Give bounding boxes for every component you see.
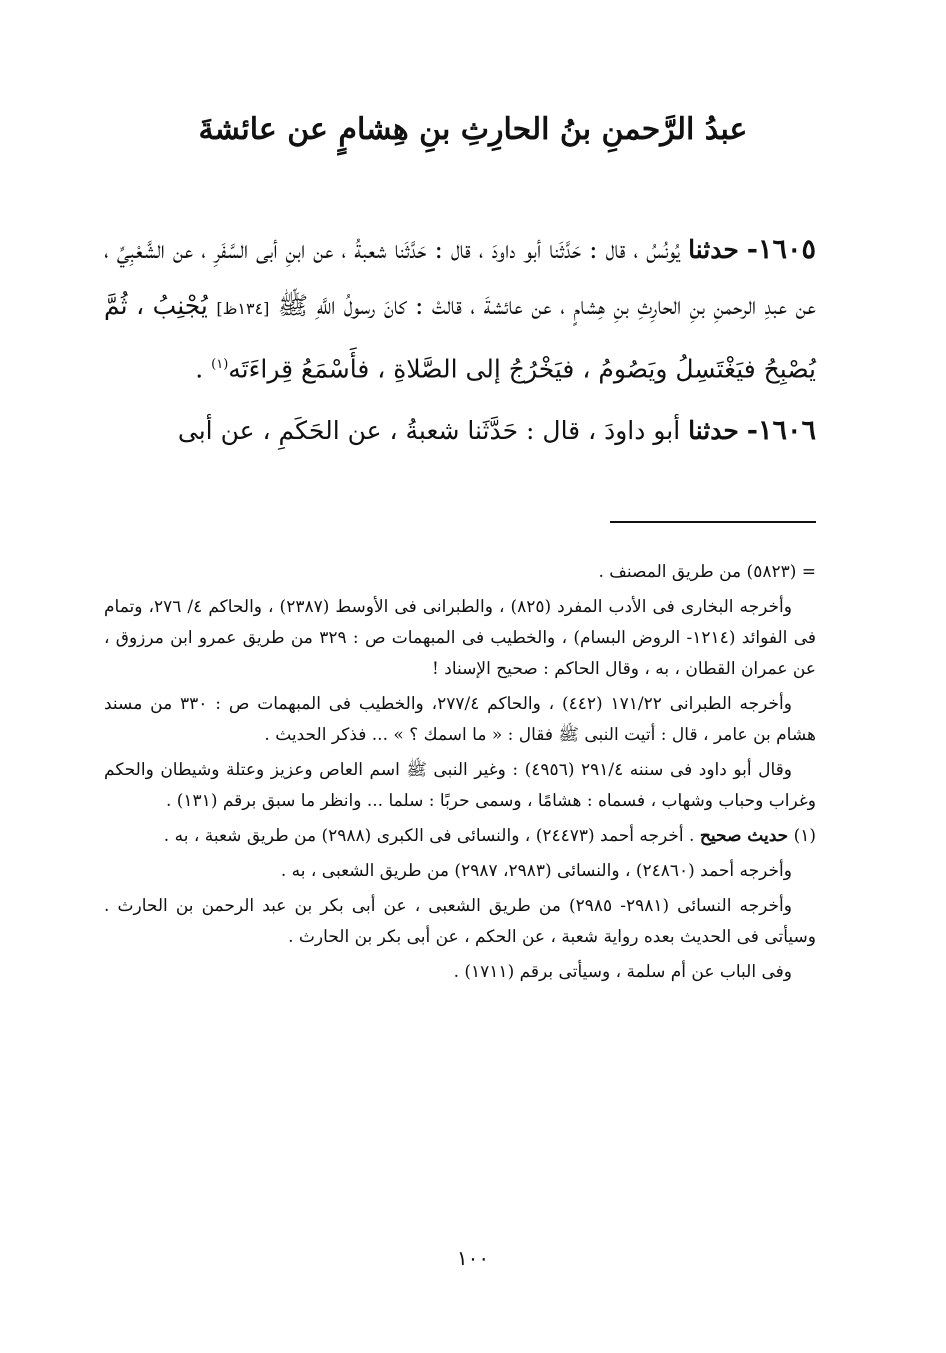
footnote-grade: حديث صحيح — [699, 826, 789, 846]
hadith-number: ١٦٠٥- — [746, 234, 817, 265]
footnote-text: . أخرجه أحمد (٢٤٤٧٣) ، والنسائى فى الكبرى (٢٩٨٨) من طريق شعبة ، به . — [163, 826, 695, 846]
chapter-title: عبدُ الرَّحمنِ بنُ الحارِثِ بنِ هِشامٍ عن عائشةَ — [198, 112, 748, 147]
manuscript-marker: [١٣٤ظ] — [216, 299, 270, 318]
note-paragraph: وأخرجه أحمد (٢٤٨٦٠) ، والنسائى (٢٩٨٣، ٢٩٨٧) من طريق الشعبى ، به . — [280, 861, 792, 881]
note-paragraph: وأخرجه النسائى (٢٩٨١- ٢٩٨٥) من طريق الشعبى ، عن أبى بكر بن عبد الرحمن بن الحارث . وسيأتى فى الحديث بعده رواية شعبة ، عن الحكم ، عن أبى بكر بن الحارث . — [104, 896, 816, 947]
footnote-divider — [610, 521, 816, 523]
note-paragraph: وفى الباب عن أم سلمة ، وسيأتى برقم (١٧١١) . — [453, 962, 792, 982]
note-paragraph: وأخرجه البخارى فى الأدب المفرد (٨٢٥) ، والطبرانى فى الأوسط (٢٣٨٧) ، والحاكم ٤/ ٢٧٦، وتمام فى الفوائد (١٢١٤- الروض البسام) ، والخطيب فى المبهمات ص : ٣٢٩ من طريق عمرو ابن مرزوق ، عن عمران القطان ، به ، وقال الحاكم : صحيح الإسناد ! — [104, 597, 817, 679]
footnotes — [104, 557, 816, 992]
hadith-text: أبو داودَ ، قال : حَدَّثَنا شعبةُ ، عن الحَكَمِ ، عن أبى — [177, 416, 681, 446]
main-text — [104, 222, 816, 465]
page-number: ١٠٠ — [456, 1246, 490, 1270]
hadith-end: . — [195, 354, 212, 384]
hadith-1606 — [104, 403, 816, 459]
footnote-ref: (١) — [211, 357, 229, 372]
footnote-1 — [104, 821, 816, 852]
note-paragraph: وأخرجه الطبرانى ١٧١/٢٢ (٤٤٢) ، والحاكم ٢٧٧/٤، والخطيب فى المبهمات ص : ٣٣٠ من مسند هشام بن عامر ، قال : أتيت النبى ﷺ فقال : « ما اسمك ؟ » ... فذكر الحديث . — [104, 694, 816, 745]
hadith-lead: حدثنا — [688, 416, 739, 446]
hadith-lead: حدثنا — [688, 235, 739, 264]
hadith-text: يُجْنِبُ ، ثُمَّ يُصْبِحُ فيَغْتَسِلُ ويَصُومُ ، فيَخْرُجُ إلى الصَّلاةِ ، فأَسْمَعُ قِراءَتَه — [104, 291, 816, 384]
note-paragraph: وقال أبو داود فى سننه ٢٩١/٤ (٤٩٥٦) : وغير النبى ﷺ اسم العاص وعزيز وعتلة وشيطان والحكم وغراب وحباب وشهاب ، فسماه : هشامًا ، وسمى حربًا : سلما ... وانظر ما سبق برقم (١٣١) . — [104, 760, 816, 811]
footnote-label: (١) — [793, 826, 816, 846]
hadith-number: ١٦٠٦- — [746, 415, 816, 447]
hadith-text: يُونُسُ ، قال : حَدَّثَنا أبو داودَ ، قال : حَدَّثَنا شعبةُ ، عن ابنِ أبى السَّفَرِ ، عن الشَّعْبِيِّ ، عن عبدِ الرحمنِ بنِ الحارِثِ بنِ هِشامٍ ، عن عائشةَ ، قالتْ : كانَ رسولُ اللَّهِ ﷺ — [104, 235, 816, 320]
hadith-1605 — [104, 222, 816, 397]
note-continuation: = (٥٨٢٣) من طريق المصنف . — [598, 562, 816, 582]
